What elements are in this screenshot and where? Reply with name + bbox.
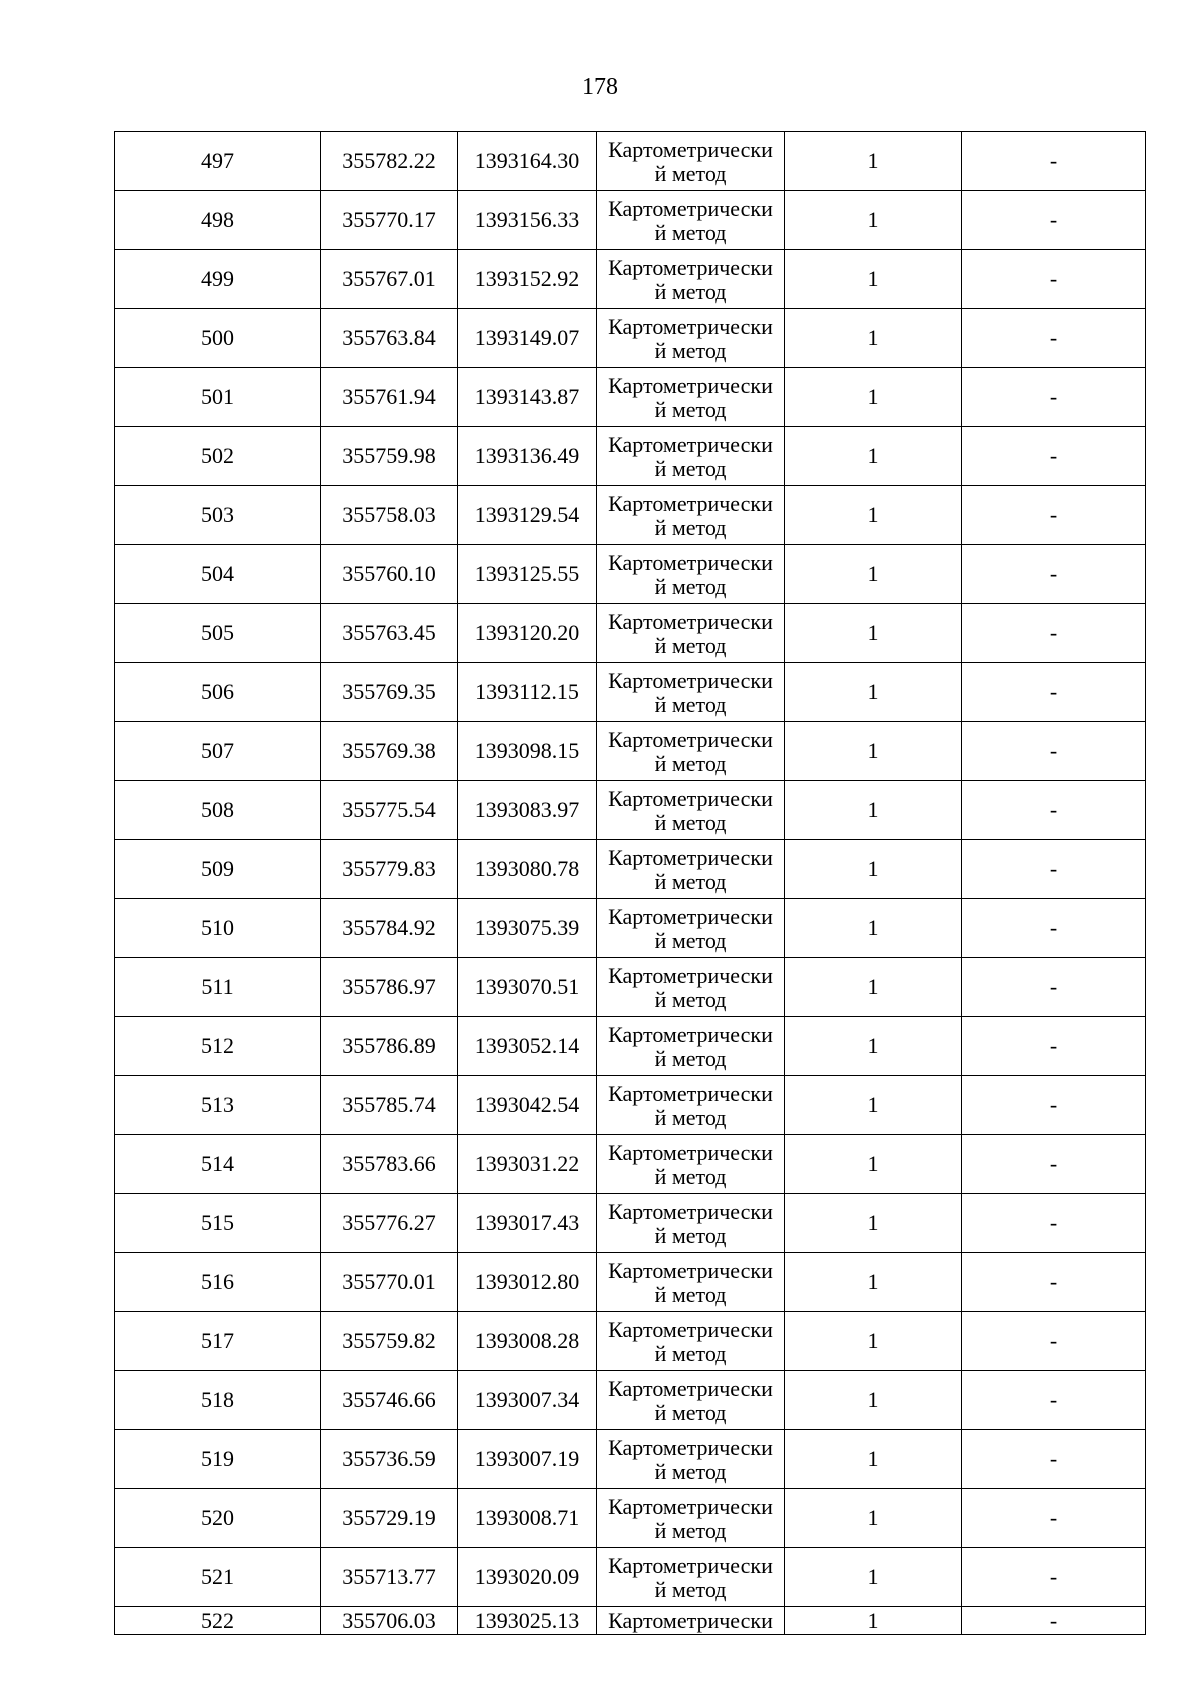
y-coordinate-cell: 1393007.34 xyxy=(458,1371,597,1430)
method-line-1: Картометрически xyxy=(608,1199,773,1224)
x-coordinate-cell: 355763.45 xyxy=(321,604,458,663)
description-cell: - xyxy=(962,132,1146,191)
method-line-2: й метод xyxy=(654,338,727,363)
x-coordinate-cell: 355713.77 xyxy=(321,1548,458,1607)
description-cell: - xyxy=(962,250,1146,309)
method-cell xyxy=(597,250,785,309)
method-cell xyxy=(597,1489,785,1548)
method-cell xyxy=(597,1017,785,1076)
y-coordinate-cell: 1393008.71 xyxy=(458,1489,597,1548)
method-line-2: й метод xyxy=(654,1341,727,1366)
x-coordinate-cell: 355776.27 xyxy=(321,1194,458,1253)
y-coordinate-cell: 1393143.87 xyxy=(458,368,597,427)
description-cell: - xyxy=(962,663,1146,722)
accuracy-cell: 1 xyxy=(785,132,962,191)
method-line-2: й метод xyxy=(654,574,727,599)
method-line-2: й метод xyxy=(654,692,727,717)
method-cell xyxy=(597,663,785,722)
method-line-1: Картометрически xyxy=(608,1258,773,1283)
y-coordinate-cell: 1393007.19 xyxy=(458,1430,597,1489)
table-row xyxy=(115,1430,1146,1489)
x-coordinate-cell: 355784.92 xyxy=(321,899,458,958)
method-cell xyxy=(597,604,785,663)
x-coordinate-cell: 355779.83 xyxy=(321,840,458,899)
y-coordinate-cell: 1393012.80 xyxy=(458,1253,597,1312)
method-line-2: й метод xyxy=(654,1518,727,1543)
accuracy-cell: 1 xyxy=(785,368,962,427)
method-line-1: Картометрически xyxy=(608,432,773,457)
point-number-cell: 518 xyxy=(115,1371,321,1430)
y-coordinate-cell: 1393042.54 xyxy=(458,1076,597,1135)
point-number-cell: 504 xyxy=(115,545,321,604)
method-cell xyxy=(597,899,785,958)
description-cell: - xyxy=(962,1607,1146,1635)
description-cell: - xyxy=(962,781,1146,840)
method-cell xyxy=(597,1607,785,1635)
description-cell: - xyxy=(962,899,1146,958)
y-coordinate-cell: 1393164.30 xyxy=(458,132,597,191)
accuracy-cell: 1 xyxy=(785,250,962,309)
point-number-cell: 513 xyxy=(115,1076,321,1135)
x-coordinate-cell: 355775.54 xyxy=(321,781,458,840)
method-line-2: й метод xyxy=(654,1046,727,1071)
method-cell xyxy=(597,1430,785,1489)
point-number-cell: 506 xyxy=(115,663,321,722)
table-row xyxy=(115,250,1146,309)
accuracy-cell: 1 xyxy=(785,1489,962,1548)
y-coordinate-cell: 1393075.39 xyxy=(458,899,597,958)
table-row xyxy=(115,604,1146,663)
method-cell xyxy=(597,781,785,840)
method-cell xyxy=(597,840,785,899)
x-coordinate-cell: 355783.66 xyxy=(321,1135,458,1194)
accuracy-cell: 1 xyxy=(785,1194,962,1253)
accuracy-cell: 1 xyxy=(785,427,962,486)
table-row xyxy=(115,368,1146,427)
x-coordinate-cell: 355758.03 xyxy=(321,486,458,545)
method-line-1: Картометрически xyxy=(608,963,773,988)
method-line-1: Картометрически xyxy=(608,1081,773,1106)
method-line-1: Картометрически xyxy=(608,314,773,339)
method-line-1: Картометрически xyxy=(608,196,773,221)
point-number-cell: 509 xyxy=(115,840,321,899)
method-line-2: й метод xyxy=(654,1105,727,1130)
y-coordinate-cell: 1393149.07 xyxy=(458,309,597,368)
description-cell: - xyxy=(962,1548,1146,1607)
table-row xyxy=(115,1371,1146,1430)
point-number-cell: 521 xyxy=(115,1548,321,1607)
method-cell xyxy=(597,486,785,545)
point-number-cell: 510 xyxy=(115,899,321,958)
description-cell: - xyxy=(962,722,1146,781)
description-cell: - xyxy=(962,1076,1146,1135)
point-number-cell: 507 xyxy=(115,722,321,781)
accuracy-cell: 1 xyxy=(785,486,962,545)
y-coordinate-cell: 1393129.54 xyxy=(458,486,597,545)
description-cell: - xyxy=(962,309,1146,368)
point-number-cell: 520 xyxy=(115,1489,321,1548)
method-cell xyxy=(597,1076,785,1135)
accuracy-cell: 1 xyxy=(785,722,962,781)
x-coordinate-cell: 355759.98 xyxy=(321,427,458,486)
y-coordinate-cell: 1393120.20 xyxy=(458,604,597,663)
accuracy-cell: 1 xyxy=(785,781,962,840)
x-coordinate-cell: 355770.17 xyxy=(321,191,458,250)
y-coordinate-cell: 1393070.51 xyxy=(458,958,597,1017)
description-cell: - xyxy=(962,1017,1146,1076)
method-cell xyxy=(597,191,785,250)
table-row xyxy=(115,958,1146,1017)
method-line-1: Картометрически xyxy=(608,609,773,634)
method-cell xyxy=(597,958,785,1017)
method-line-2: й метод xyxy=(654,1282,727,1307)
method-line-1: Картометрически xyxy=(608,786,773,811)
y-coordinate-cell: 1393052.14 xyxy=(458,1017,597,1076)
method-line-2: й метод xyxy=(654,810,727,835)
description-cell: - xyxy=(962,604,1146,663)
method-line-2: й метод xyxy=(654,1577,727,1602)
method-cell xyxy=(597,1371,785,1430)
point-number-cell: 522 xyxy=(115,1607,321,1635)
table-row xyxy=(115,309,1146,368)
point-number-cell: 508 xyxy=(115,781,321,840)
x-coordinate-cell: 355770.01 xyxy=(321,1253,458,1312)
description-cell: - xyxy=(962,1135,1146,1194)
point-number-cell: 503 xyxy=(115,486,321,545)
x-coordinate-cell: 355760.10 xyxy=(321,545,458,604)
method-cell xyxy=(597,368,785,427)
point-number-cell: 517 xyxy=(115,1312,321,1371)
accuracy-cell: 1 xyxy=(785,309,962,368)
method-line-1: Картометрически xyxy=(608,255,773,280)
method-cell xyxy=(597,722,785,781)
method-cell xyxy=(597,309,785,368)
table-row xyxy=(115,1312,1146,1371)
table-row xyxy=(115,663,1146,722)
x-coordinate-cell: 355746.66 xyxy=(321,1371,458,1430)
x-coordinate-cell: 355782.22 xyxy=(321,132,458,191)
description-cell: - xyxy=(962,427,1146,486)
method-line-2: й метод xyxy=(654,456,727,481)
page-number: 178 xyxy=(582,74,618,100)
table-row xyxy=(115,1076,1146,1135)
point-number-cell: 512 xyxy=(115,1017,321,1076)
description-cell: - xyxy=(962,1312,1146,1371)
method-line-2: й метод xyxy=(654,987,727,1012)
accuracy-cell: 1 xyxy=(785,899,962,958)
table-row xyxy=(115,132,1146,191)
method-line-1: Картометрически xyxy=(608,845,773,870)
method-cell xyxy=(597,427,785,486)
method-cell xyxy=(597,1135,785,1194)
table-row xyxy=(115,781,1146,840)
y-coordinate-cell: 1393112.15 xyxy=(458,663,597,722)
accuracy-cell: 1 xyxy=(785,1312,962,1371)
method-line-2: й метод xyxy=(654,161,727,186)
x-coordinate-cell: 355706.03 xyxy=(321,1607,458,1635)
method-line-1: Картометрически xyxy=(608,491,773,516)
accuracy-cell: 1 xyxy=(785,663,962,722)
y-coordinate-cell: 1393025.13 xyxy=(458,1607,597,1635)
method-line-1: Картометрически xyxy=(608,1608,773,1633)
table-row xyxy=(115,191,1146,250)
table-row xyxy=(115,1194,1146,1253)
description-cell: - xyxy=(962,958,1146,1017)
description-cell: - xyxy=(962,1371,1146,1430)
description-cell: - xyxy=(962,1489,1146,1548)
point-number-cell: 502 xyxy=(115,427,321,486)
method-line-1: Картометрически xyxy=(608,1494,773,1519)
point-number-cell: 498 xyxy=(115,191,321,250)
point-number-cell: 515 xyxy=(115,1194,321,1253)
description-cell: - xyxy=(962,840,1146,899)
y-coordinate-cell: 1393125.55 xyxy=(458,545,597,604)
table-row xyxy=(115,722,1146,781)
y-coordinate-cell: 1393156.33 xyxy=(458,191,597,250)
accuracy-cell: 1 xyxy=(785,840,962,899)
description-cell: - xyxy=(962,1253,1146,1312)
method-cell xyxy=(597,545,785,604)
method-line-1: Картометрически xyxy=(608,1435,773,1460)
accuracy-cell: 1 xyxy=(785,545,962,604)
method-line-2: й метод xyxy=(654,279,727,304)
y-coordinate-cell: 1393083.97 xyxy=(458,781,597,840)
method-line-1: Картометрически xyxy=(608,904,773,929)
point-number-cell: 511 xyxy=(115,958,321,1017)
y-coordinate-cell: 1393031.22 xyxy=(458,1135,597,1194)
method-line-1: Картометрически xyxy=(608,137,773,162)
y-coordinate-cell: 1393020.09 xyxy=(458,1548,597,1607)
method-line-1: Картометрически xyxy=(608,668,773,693)
method-line-1: Картометрически xyxy=(608,1376,773,1401)
table-row xyxy=(115,1253,1146,1312)
method-line-2: й метод xyxy=(654,220,727,245)
x-coordinate-cell: 355769.35 xyxy=(321,663,458,722)
y-coordinate-cell: 1393152.92 xyxy=(458,250,597,309)
y-coordinate-cell: 1393008.28 xyxy=(458,1312,597,1371)
y-coordinate-cell: 1393017.43 xyxy=(458,1194,597,1253)
method-line-1: Картометрически xyxy=(608,373,773,398)
method-cell xyxy=(597,1253,785,1312)
x-coordinate-cell: 355786.89 xyxy=(321,1017,458,1076)
accuracy-cell: 1 xyxy=(785,1548,962,1607)
method-line-1: Картометрически xyxy=(608,1317,773,1342)
table-row xyxy=(115,899,1146,958)
description-cell: - xyxy=(962,1194,1146,1253)
method-line-1: Картометрически xyxy=(608,1140,773,1165)
point-number-cell: 500 xyxy=(115,309,321,368)
point-number-cell: 501 xyxy=(115,368,321,427)
table-row xyxy=(115,486,1146,545)
method-line-2: й метод xyxy=(654,869,727,894)
table-row xyxy=(115,1135,1146,1194)
y-coordinate-cell: 1393080.78 xyxy=(458,840,597,899)
method-line-2: й метод xyxy=(654,1223,727,1248)
description-cell: - xyxy=(962,1430,1146,1489)
accuracy-cell: 1 xyxy=(785,1430,962,1489)
accuracy-cell: 1 xyxy=(785,1017,962,1076)
table-row xyxy=(115,1548,1146,1607)
point-number-cell: 516 xyxy=(115,1253,321,1312)
method-line-2: й метод xyxy=(654,1164,727,1189)
method-line-1: Картометрически xyxy=(608,1553,773,1578)
method-line-2: й метод xyxy=(654,397,727,422)
x-coordinate-cell: 355763.84 xyxy=(321,309,458,368)
method-cell xyxy=(597,1548,785,1607)
description-cell: - xyxy=(962,486,1146,545)
method-cell xyxy=(597,1194,785,1253)
method-line-2: й метод xyxy=(654,633,727,658)
accuracy-cell: 1 xyxy=(785,1607,962,1635)
method-line-2: й метод xyxy=(654,515,727,540)
method-line-2: й метод xyxy=(654,751,727,776)
description-cell: - xyxy=(962,368,1146,427)
coordinates-table-body xyxy=(115,132,1146,1635)
method-line-1: Картометрически xyxy=(608,550,773,575)
table-row xyxy=(115,545,1146,604)
x-coordinate-cell: 355769.38 xyxy=(321,722,458,781)
table-row xyxy=(115,840,1146,899)
table-row xyxy=(115,1607,1146,1635)
method-line-2: й метод xyxy=(654,1400,727,1425)
description-cell: - xyxy=(962,191,1146,250)
x-coordinate-cell: 355729.19 xyxy=(321,1489,458,1548)
y-coordinate-cell: 1393098.15 xyxy=(458,722,597,781)
point-number-cell: 505 xyxy=(115,604,321,663)
accuracy-cell: 1 xyxy=(785,1371,962,1430)
method-line-1: Картометрически xyxy=(608,727,773,752)
x-coordinate-cell: 355759.82 xyxy=(321,1312,458,1371)
method-line-2: й метод xyxy=(654,928,727,953)
method-line-2: й метод xyxy=(654,1459,727,1484)
x-coordinate-cell: 355767.01 xyxy=(321,250,458,309)
description-cell: - xyxy=(962,545,1146,604)
point-number-cell: 519 xyxy=(115,1430,321,1489)
accuracy-cell: 1 xyxy=(785,604,962,663)
method-line-1: Картометрически xyxy=(608,1022,773,1047)
accuracy-cell: 1 xyxy=(785,958,962,1017)
x-coordinate-cell: 355761.94 xyxy=(321,368,458,427)
x-coordinate-cell: 355785.74 xyxy=(321,1076,458,1135)
point-number-cell: 499 xyxy=(115,250,321,309)
table-row xyxy=(115,1489,1146,1548)
accuracy-cell: 1 xyxy=(785,1135,962,1194)
y-coordinate-cell: 1393136.49 xyxy=(458,427,597,486)
method-cell xyxy=(597,1312,785,1371)
point-number-cell: 497 xyxy=(115,132,321,191)
coordinates-table xyxy=(114,131,1146,1635)
x-coordinate-cell: 355736.59 xyxy=(321,1430,458,1489)
table-row xyxy=(115,427,1146,486)
point-number-cell: 514 xyxy=(115,1135,321,1194)
accuracy-cell: 1 xyxy=(785,1253,962,1312)
accuracy-cell: 1 xyxy=(785,1076,962,1135)
table-row xyxy=(115,1017,1146,1076)
accuracy-cell: 1 xyxy=(785,191,962,250)
x-coordinate-cell: 355786.97 xyxy=(321,958,458,1017)
method-cell xyxy=(597,132,785,191)
